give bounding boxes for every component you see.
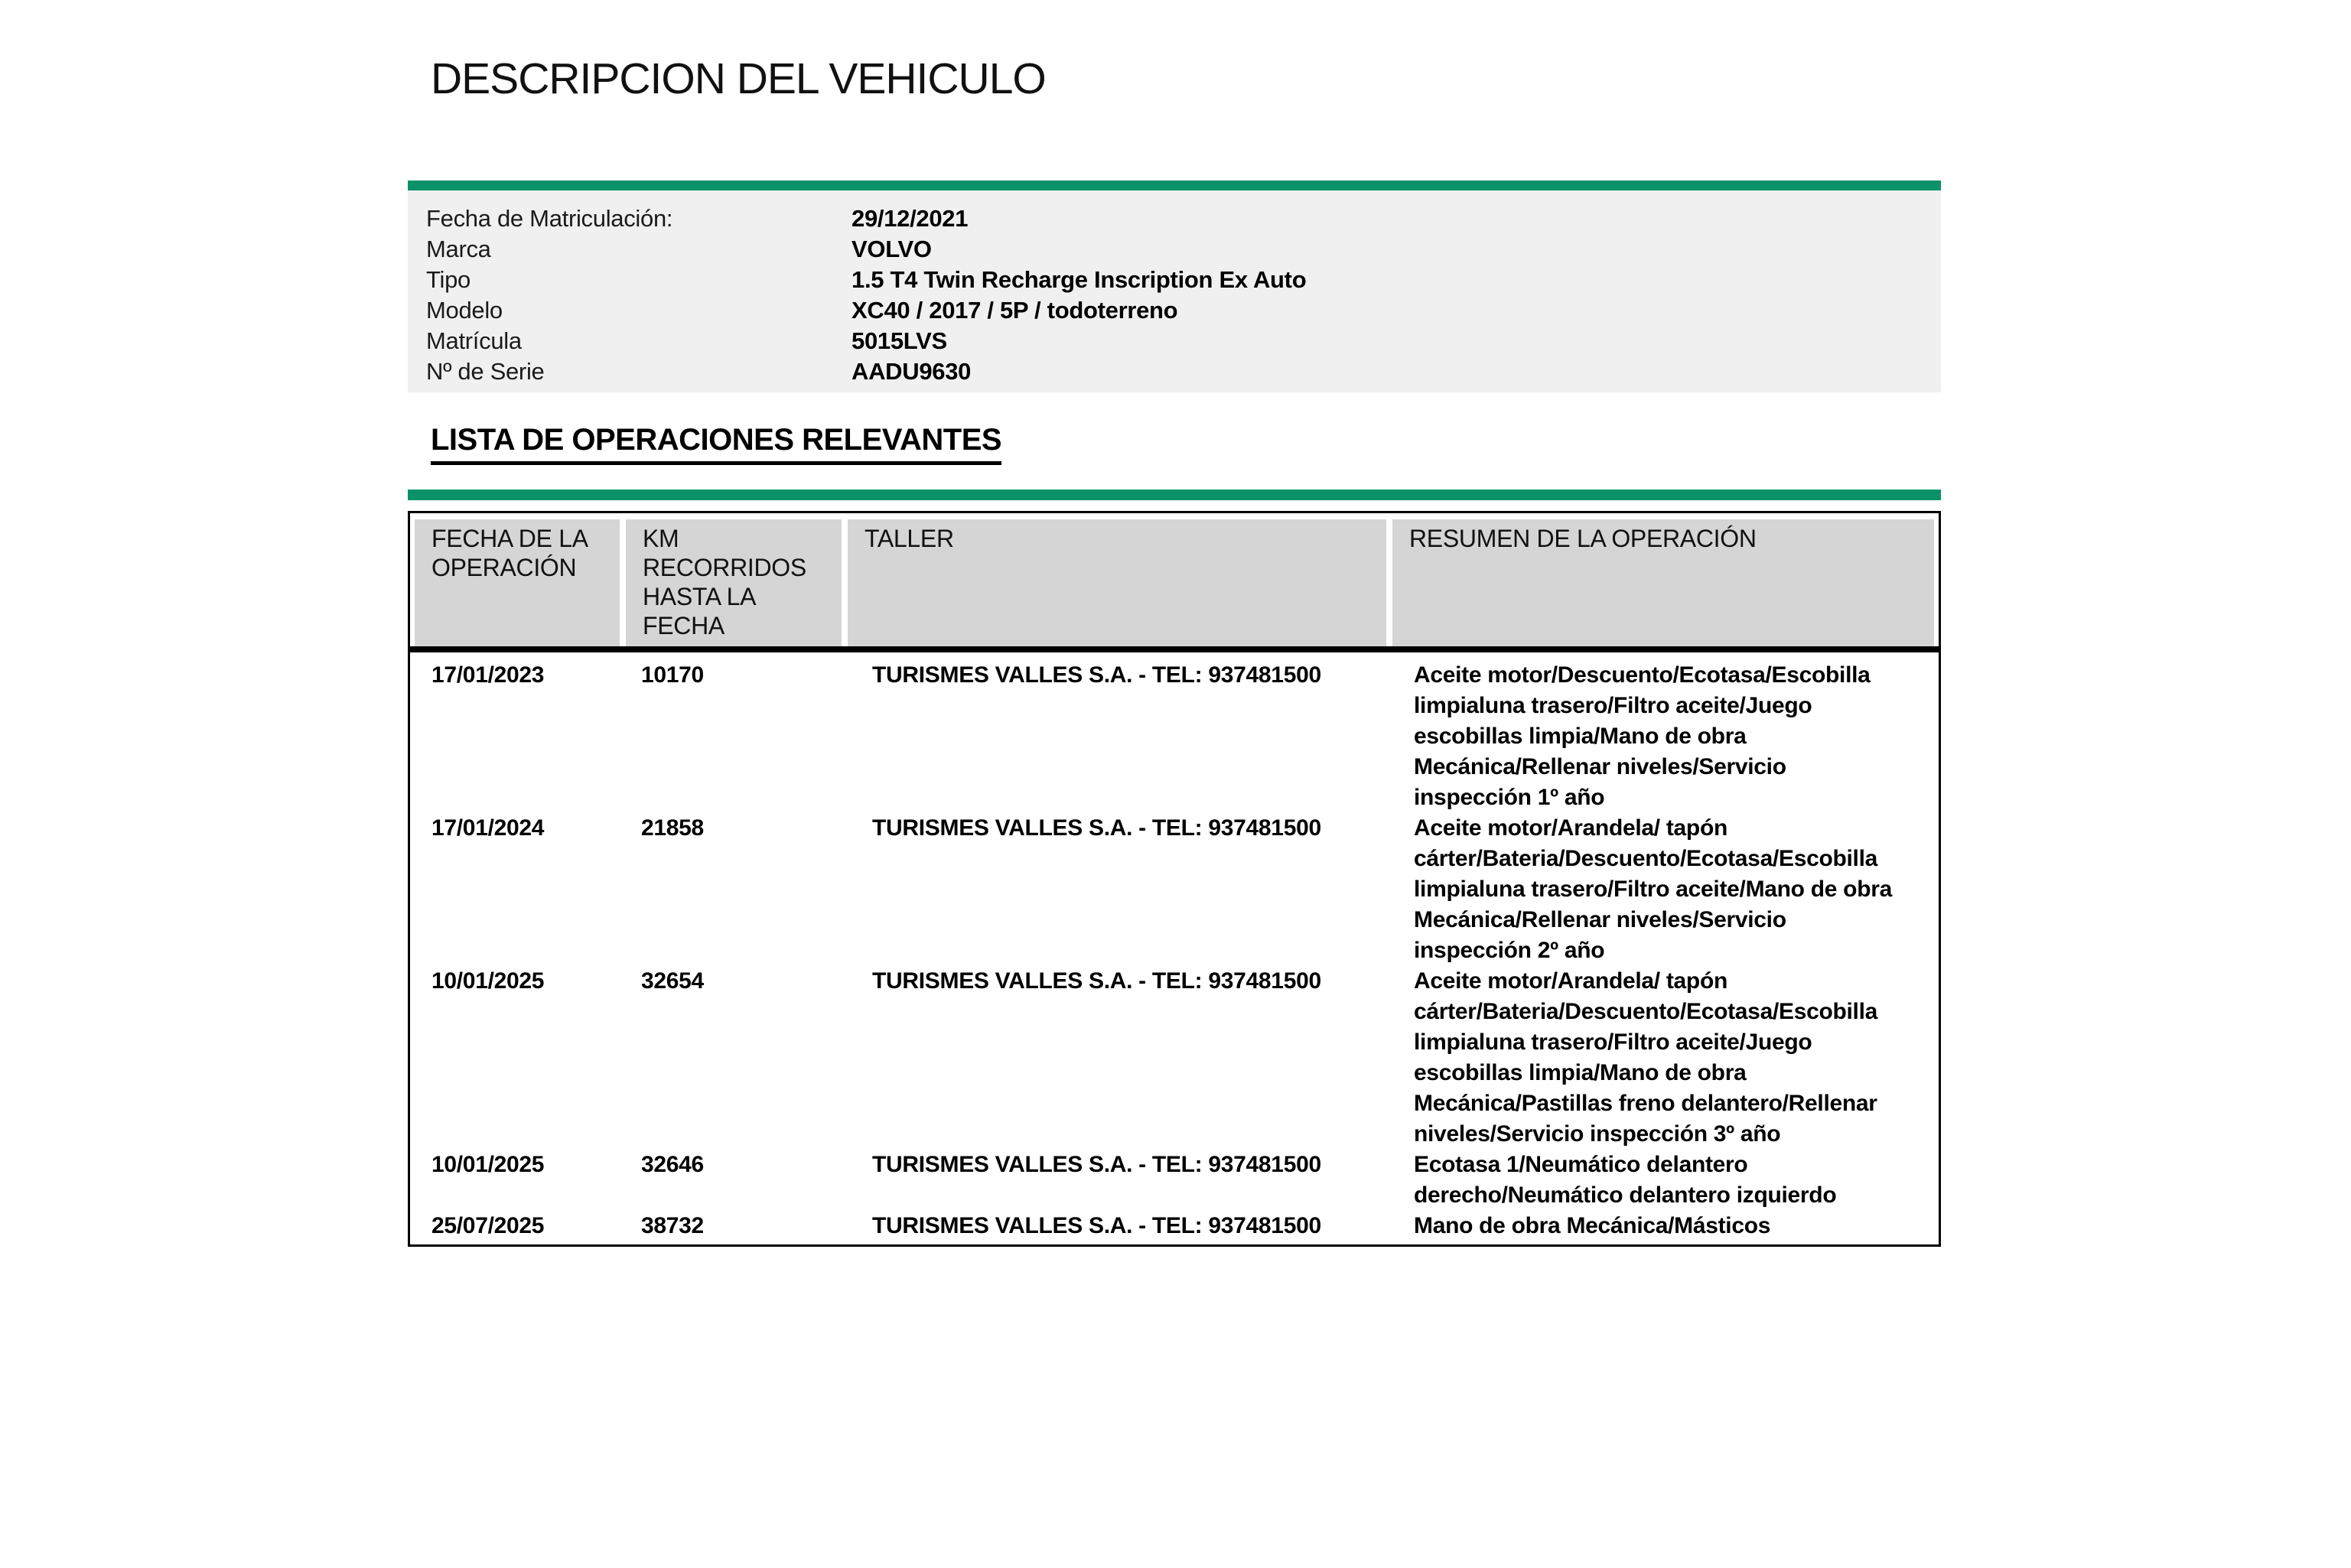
column-header-km-recorridos: KM RECORRIDOS HASTA LA FECHA [626,519,842,646]
operation-taller-cell: TURISMES VALLES S.A. - TEL: 937481500 [872,1213,1321,1238]
info-row-serial-number [426,356,1926,387]
operation-resumen-cell: Aceite motor/Descuento/Ecotasa/Escobilla limpialuna trasero/Filtro aceite/Juego escobillas limpia/Mano de obra Mecánica/Rellenar niveles/Servicio inspección 1º año [1414,662,1871,810]
field-value: VOLVO [852,236,932,262]
field-label: Modelo [426,297,503,324]
operation-taller-cell: TURISMES VALLES S.A. - TEL: 937481500 [872,815,1321,841]
operation-date-cell: 10/01/2025 [431,1152,545,1177]
operations-section-heading: LISTA DE OPERACIONES RELEVANTES [431,423,1001,465]
page-title: DESCRIPCION DEL VEHICULO [431,54,1046,103]
field-label: Matrícula [426,327,522,354]
field-value: AADU9630 [852,358,972,385]
field-label: Fecha de Matriculación: [426,205,673,232]
operation-resumen-cell: Ecotasa 1/Neumático delantero derecho/Neumático delantero izquierdo [1414,1152,1837,1208]
info-row-model [426,295,1926,326]
vehicle-info-panel [408,190,1941,392]
green-accent-bar-table [408,490,1941,500]
table-row [410,660,1939,813]
operation-km-cell: 32654 [641,968,704,994]
column-header-resumen: RESUMEN DE LA OPERACIÓN [1392,519,1934,646]
operation-km-cell: 38732 [641,1213,704,1238]
operations-table-body [410,652,1939,1244]
field-value: 1.5 T4 Twin Recharge Inscription Ex Auto [852,266,1307,293]
operation-km-cell: 32646 [641,1152,704,1177]
column-header-taller: TALLER [848,519,1386,646]
green-accent-bar-top [408,181,1941,190]
field-value: 29/12/2021 [852,205,969,232]
operation-date-cell: 17/01/2023 [431,662,545,688]
column-header-fecha-operacion: FECHA DE LA OPERACIÓN [415,519,620,646]
operations-table [408,511,1941,1247]
operation-date-cell: 17/01/2024 [431,815,545,841]
table-row [410,1211,1939,1241]
info-row-plate [426,326,1926,356]
table-row [410,966,1939,1150]
header-divider-rule [410,646,1939,652]
field-value: 5015LVS [852,327,947,354]
field-label: Nº de Serie [426,358,545,385]
operation-resumen-cell: Mano de obra Mecánica/Másticos [1414,1213,1771,1238]
operation-km-cell: 10170 [641,662,704,688]
table-row [410,813,1939,966]
field-label: Tipo [426,266,471,293]
info-row-registration-date [426,203,1926,234]
operation-date-cell: 25/07/2025 [431,1213,545,1238]
info-row-type [426,265,1926,295]
operation-resumen-cell: Aceite motor/Arandela/ tapón cárter/Bateria/Descuento/Ecotasa/Escobilla limpialuna trasero/Filtro aceite/Mano de obra Mecánica/Rellenar niveles/Servicio inspección 2º año [1414,815,1892,963]
operations-table-header [410,513,1939,646]
field-label: Marca [426,236,491,262]
info-row-brand [426,234,1926,265]
operation-taller-cell: TURISMES VALLES S.A. - TEL: 937481500 [872,968,1321,994]
operation-km-cell: 21858 [641,815,704,841]
operation-resumen-cell: Aceite motor/Arandela/ tapón cárter/Bateria/Descuento/Ecotasa/Escobilla limpialuna trasero/Filtro aceite/Juego escobillas limpia/Mano de obra Mecánica/Pastillas freno delantero/Rellenar niveles/Servicio inspección 3º año [1414,968,1878,1147]
operation-date-cell: 10/01/2025 [431,968,545,994]
operation-taller-cell: TURISMES VALLES S.A. - TEL: 937481500 [872,662,1321,688]
field-value: XC40 / 2017 / 5P / todoterreno [852,297,1178,324]
table-row [410,1150,1939,1211]
operation-taller-cell: TURISMES VALLES S.A. - TEL: 937481500 [872,1152,1321,1177]
